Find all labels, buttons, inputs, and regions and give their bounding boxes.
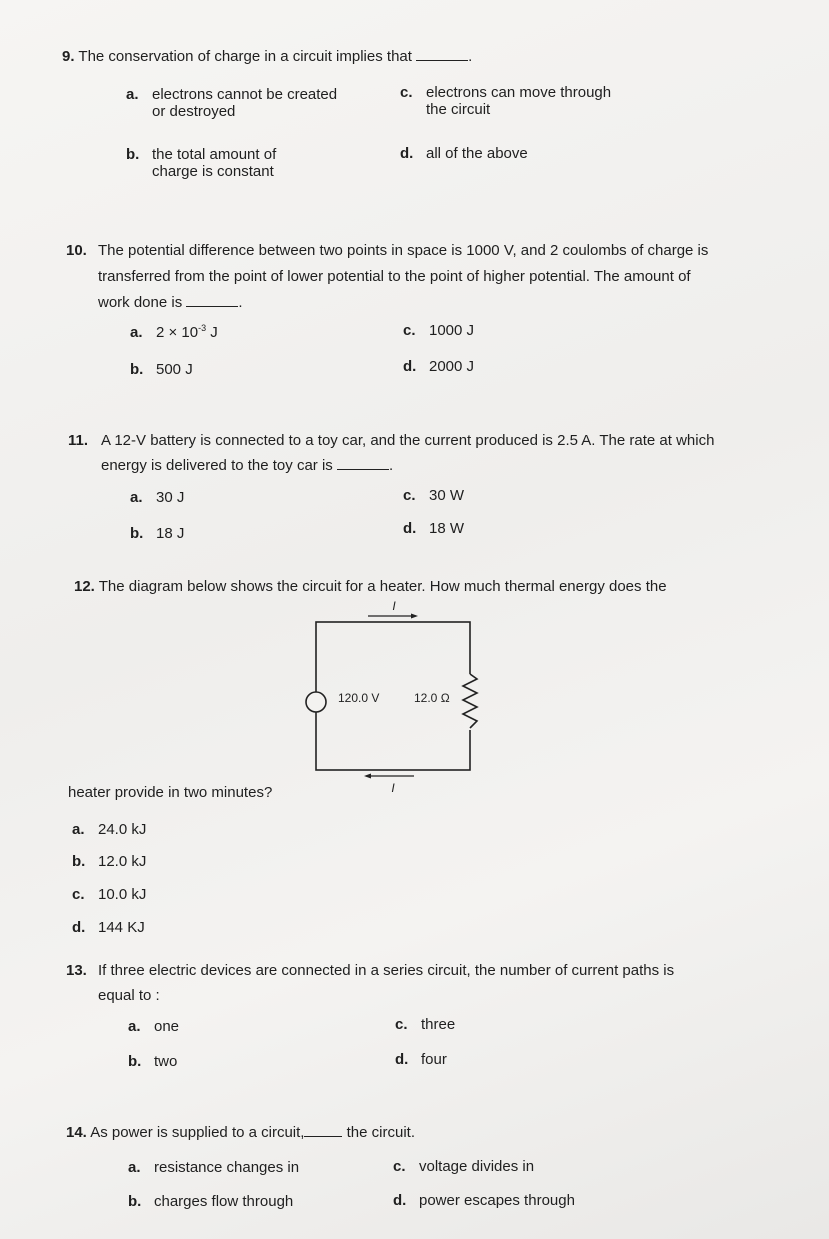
option-letter: b. [130,361,144,378]
voltage-label: 120.0 V [338,691,380,705]
question-14-text-before: As power is supplied to a circuit, [90,1124,305,1141]
q11-option-d [403,520,464,537]
question-11-line2: energy is delivered to the toy car is [101,457,333,474]
question-10 [66,238,708,316]
option-letter: c. [403,322,416,339]
option-text: the total amount of [152,146,277,163]
q9-option-c [400,84,611,118]
question-10-line1: The potential difference between two points in space is 1000 V, and 2 coulombs of charge is [98,242,709,259]
option-letter: d. [403,358,417,375]
q13-option-d [395,1051,447,1068]
option-text: two [154,1053,178,1070]
q13-option-c [395,1016,455,1033]
q11-option-b [130,525,184,542]
option-letter: b. [128,1193,142,1210]
current-label-top: I [392,599,396,613]
option-letter: b. [126,146,140,163]
option-text: three [421,1016,456,1033]
question-13-number: 13. [66,962,87,979]
q13-option-a [128,1018,179,1035]
question-14-number: 14. [66,1124,87,1141]
option-letter: c. [400,84,413,101]
option-letter: a. [128,1018,141,1035]
question-14 [66,1124,415,1141]
option-text: 144 KJ [98,919,145,936]
option-unit: J [206,324,218,341]
question-12-number: 12. [74,578,95,595]
answer-blank [416,48,468,61]
question-13-line2: equal to : [98,987,160,1004]
option-text: 12.0 kJ [98,853,147,870]
q14-option-c [393,1158,534,1175]
option-text: or destroyed [152,103,236,120]
option-letter: a. [128,1159,141,1176]
option-letter: d. [393,1192,407,1209]
question-11-tail: . [388,457,394,474]
q10-option-b [130,361,193,378]
option-letter: b. [72,853,86,870]
answer-blank [304,1124,342,1137]
option-letter: c. [393,1158,406,1175]
q9-option-a [126,86,337,120]
q12-option-a [72,821,146,838]
option-text: 500 J [156,361,193,378]
option-letter: d. [395,1051,409,1068]
question-14-text-after: the circuit. [346,1124,415,1141]
question-11-line1: A 12-V battery is connected to a toy car, and the current produced is 2.5 A. The rate at which [101,432,715,449]
q9-option-b [126,146,276,180]
question-12-line2: heater provide in two minutes? [68,784,273,801]
q14-option-b [128,1193,293,1210]
option-letter: d. [72,919,86,936]
current-label-bottom: I [391,781,395,795]
option-text: charges flow through [154,1193,294,1210]
question-11-number: 11. [68,432,89,449]
option-text: four [421,1051,447,1068]
question-9-tail: . [468,48,473,65]
question-12-line1: The diagram below shows the circuit for a heater. How much thermal energy does the [98,578,667,595]
option-letter: d. [403,520,417,537]
question-9-text: The conservation of charge in a circuit implies that [78,48,412,65]
option-letter: a. [72,821,85,838]
option-exponent: -3 [198,323,207,333]
question-12-line1-row [74,578,667,595]
option-text: 18 W [429,520,465,537]
answer-blank [186,294,238,307]
q10-option-a [130,323,218,341]
question-11 [68,428,714,478]
heater-circuit-diagram [296,598,486,798]
question-13 [66,958,674,1008]
q14-option-d [393,1192,575,1209]
answer-blank [337,457,389,470]
q10-option-d [403,358,474,375]
option-letter: c. [395,1016,408,1033]
option-text: 2 × 10 [156,324,199,341]
option-letter: a. [130,324,143,341]
option-letter: b. [130,525,144,542]
option-text: 24.0 kJ [98,821,147,838]
q9-option-d [400,145,528,162]
option-text: charge is constant [152,163,274,180]
option-text: electrons can move through [426,84,612,101]
q11-option-c [403,487,464,504]
q12-option-b [72,853,146,870]
option-text: 10.0 kJ [98,886,147,903]
q13-option-b [128,1053,177,1070]
option-text: 1000 J [429,322,475,339]
question-10-tail: . [238,294,243,311]
option-text: 30 J [156,489,185,506]
option-text: resistance changes in [154,1159,300,1176]
question-9 [62,48,472,65]
question-12-line2-row [68,784,272,801]
question-10-line2: transferred from the point of lower potential to the point of higher potential. The amount of [98,268,691,285]
option-letter: d. [400,145,414,162]
option-letter: a. [130,489,143,506]
resistance-label: 12.0 Ω [414,691,450,705]
option-letter: a. [126,86,139,103]
option-text: 2000 J [429,358,475,375]
arrowhead-left-icon [364,774,371,779]
option-text: one [154,1018,180,1035]
option-letter: c. [72,886,85,903]
option-text: 30 W [429,487,465,504]
option-text: power escapes through [419,1192,575,1209]
option-text: voltage divides in [419,1158,535,1175]
question-10-line3: work done is [98,294,183,311]
q12-option-d [72,919,145,936]
option-text: 18 J [156,525,185,542]
option-letter: c. [403,487,416,504]
arrowhead-right-icon [411,614,418,619]
option-text: electrons cannot be created [152,86,338,103]
question-13-line1: If three electric devices are connected in a series circuit, the number of current paths is [98,962,675,979]
option-letter: b. [128,1053,142,1070]
q12-option-c [72,886,146,903]
q10-option-c [403,322,474,339]
q14-option-a [128,1159,299,1176]
voltage-source-icon [306,692,326,712]
q11-option-a [130,489,184,506]
question-10-number: 10. [66,242,87,259]
option-text: all of the above [426,145,528,162]
option-text: the circuit [426,101,491,118]
question-9-number: 9. [62,48,75,65]
